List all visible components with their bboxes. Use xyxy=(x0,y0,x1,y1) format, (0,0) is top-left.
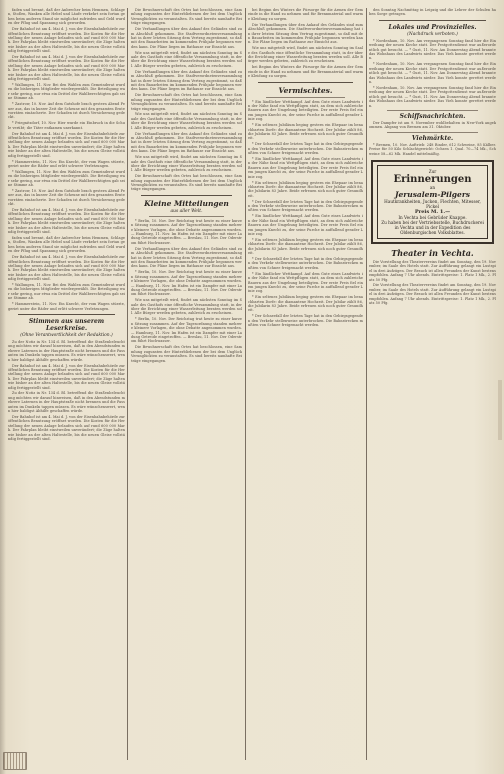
library-stamp-icon xyxy=(3,752,27,770)
local-paragraph-3: * Nordenham, 10. Nov. Am vergangenen Sonntag fand hier die Einweihung der neuen Kirche statt. Der Festgottesdienst war außerordentlich gut besucht. — * Gust, 11. Nov. Am Donnerstag Abend brannte das Wohnhaus des Landwirts nieder. Das Vieh konnte gerettet werden. xyxy=(369,85,496,108)
col1-body-paragraph-repeat: Der Bahnhof ist am 4. Mai d. J. von der Eisenbahnbehörde zur öffentlichen Benutzung eröffnet worden. Die Kosten für die Herstellung der neuen Anlage belaufen sich auf rund 600 000 Mark. Der Fahrplan bleibt einstweilen unverändert; die Züge halten wie bisher an der alten Haltestelle, bis die neuen Gleise vollständig fertiggestellt sind. xyxy=(8,55,125,82)
local-paragraph-2: * Nordenham, 10. Nov. Am vergangenen Sonntag fand hier die Einweihung der neuen Kirche statt. Der Festgottesdienst war außerordentlich gut besucht. — * Gust, 11. Nov. Am Donnerstag Abend brannte das Wohnhaus des Landwirts nieder. Das Vieh konnte gerettet werden. xyxy=(369,62,496,84)
shipping-paragraph: Der Dampfer ist am 9. November wohlbehalten in New-York angekommen. Abgang von Bremen am 31. Oktober. xyxy=(369,120,496,130)
col2-top-paragraph-2: Die Bewohnerschaft des Ortes hat beschlossen, eine Sammlung zugunsten der Hinterbliebenen der bei dem Unglück Verunglückten zu veranstalten. Es sind bereits namhafte Beiträge eingegangen. xyxy=(131,93,242,111)
col1-body-paragraph: Der Bahnhof ist am 4. Mai d. J. von der Eisenbahnbehörde zur öffentlichen Benutzung eröffnet worden. Die Kosten für die Herstellung der neuen Anlage belaufen sich auf rund 600 000 Mark. Der Fahrplan bleibt einstweilen unverändert; die Züge halten wie bisher an der alten Haltestelle, bis die neuen Gleise vollständig fertiggestellt sind. xyxy=(8,27,125,54)
advertisement-box xyxy=(371,160,494,244)
theater-paragraph-2: Die Vorstellung des Theatervereins findet am Sonntag, den 19. November, im Saale des Hotels statt. Zur Aufführung gelangt ein Lustspiel in drei Aufzügen. Der Besuch ist allen Freunden der Kunst bestens empfohlen. Anfang 7 Uhr abends. Eintrittspreise: 1. Platz 1 Mk., 2. Platz 50 Pfg. xyxy=(369,283,496,306)
misc-paragraph-9: * Der Schneefall der letzten Tage hat in den Gebirgsgegenden den Verkehr stellenweise unterbrochen. Die Bahnstrecken mußten von Schnee freigemacht werden. xyxy=(248,257,363,270)
news-paragraph-2: * Berlin, 10. Nov. Der Reichstag trat heute zu einer kurzen Sitzung zusammen. Auf der Tagesordnung standen mehrere kleinere Vorlagen, die ohne Debatte angenommen wurden. — Hamburg, 11. Nov. Im Hafen ist ein Dampfer mit einer Ladung Getreide eingetroffen. — Breslau, 11. Nov. Der Oderstrom führt Hochwasser. xyxy=(131,270,242,297)
misc-paragraph-6: * Der Schneefall der letzten Tage hat in den Gebirgsgegenden den Verkehr stellenweise unterbrochen. Die Bahnstrecken mußten von Schnee freigemacht werden. xyxy=(248,199,363,213)
ad-title: Erinnerungen xyxy=(393,173,472,185)
col1-hammer-paragraph: * Hammerstein, 11. Nov. Ein Knecht, der vom Wagen stürzte, geriet unter die Räder und erlitt schwere Verletzungen. xyxy=(8,159,125,168)
market-paragraph: * Bremen, 10. Nov. Auftrieb: 248 Rinder, 612 Schweine, 85 Kälber. Preise für 50 Kilo Schlachtgewicht: Ochsen 1. Qual. 70—74 Mk., Schweine 58—62 Mk. Handel mittelmäßig. xyxy=(369,142,496,156)
col2-body-paragraph-3: Die Verhandlungen über den Ankauf des Geländes sind zum Abschluß gekommen. Die Stadtverordnetenversammlung hat in ihrer letzten Sitzung dem Vertrag zugestimmt, so daß mit den Bauarbeiten im kommenden Frühjahr begonnen werden kann. Die Pläne liegen im Rathause zur Einsicht aus. xyxy=(131,131,242,154)
ad-dealer: In Vechta bei Gebrüder Knappe. xyxy=(398,214,467,220)
misc-paragraph-4: * Ein ländlicher Wettkampf. Auf dem Gute eines Landwirts in der Nähe fand ein Wettpflügen statt, an dem sich zahlreiche Bauern aus der Umgebung beteiligten. Der erste Preis fiel einem jungen Knecht zu, der seine Furche in auffallend gerader Linie zog. xyxy=(248,156,363,179)
misc-paragraph-12: * Der Schneefall der letzten Tage hat in den Gebirgsgegenden den Verkehr stellenweise unterbrochen. Die Bahnstrecken mußten von Schnee freigemacht werden. xyxy=(248,314,363,328)
ad-footer: Zu haben bei der Vertriebsstelle, Buchdruckerei in Vechta und in der Expedition des Oldenburgischen Volksblattes. xyxy=(381,219,484,235)
readers-section-subheading: (Ohne Verantwortlichkeit der Redaktion.) xyxy=(20,333,113,338)
col1-zastrow-paragraph: * Zastrow, 10. Nov. Auf dem Gutshofe brach gestern Abend Feuer aus, das in kurzer Zeit die Scheune mit den gesamten Erntevorräten einäscherte. Der Schaden ist durch Versicherung gedeckt. xyxy=(8,102,125,120)
local-paragraph: * Nordenham, 10. Nov. Am vergangenen Sonntag fand hier die Einweihung der neuen Kirche statt. Der Festgottesdienst war außerordentlich gut besucht. — * Gust, 11. Nov. Am Donnerstag Abend brannte das Wohnhaus des Landwirts nieder. Das Vieh konnte gerettet werden. xyxy=(369,38,496,61)
local-section-heading: Lokales und Provinzielles. xyxy=(388,23,477,31)
misc-paragraph-2: * Ein seltenes Jubiläum beging gestern ein Ehepaar im benachbarten Dorfe: die diamantene Hochzeit. Der Jubilar zählt 86, die Jubilarin 83 Jahre. Beide erfreuen sich noch guter Gesundheit. xyxy=(248,123,363,141)
ad-top-word: Zur xyxy=(428,168,437,174)
col2-top-paragraph-4: Die Bewohnerschaft des Ortes hat beschlossen, eine Sammlung zugunsten der Hinterbliebenen der bei dem Unglück Verunglückten zu veranstalten. Es sind bereits namhafte Beiträge eingegangen. xyxy=(131,345,242,363)
misc-paragraph-7: * Ein ländlicher Wettkampf. Auf dem Gute eines Landwirts in der Nähe fand ein Wettpflügen statt, an dem sich zahlreiche Bauern aus der Umgebung beteiligten. Der erste Preis fiel einem jungen Knecht zu, der seine Furche in auffallend gerader Linie zog. xyxy=(248,214,363,236)
section-separator xyxy=(18,314,115,315)
misc-paragraph-8: * Ein seltenes Jubiläum beging gestern ein Ehepaar im benachbarten Dorfe: die diamantene Hochzeit. Der Jubilar zählt 86, die Jubilarin 83 Jahre. Beide erfreuen sich noch guter Gesundheit. xyxy=(248,237,363,256)
ad-price: Preis M. 1.— xyxy=(414,208,451,215)
section-separator-thin xyxy=(266,97,345,98)
column-4 xyxy=(369,8,496,768)
col2-body2-paragraph-col3: Wie uns mitgeteilt wird, findet am nächsten Sonntag im Saale des Gasthofs eine öffentliche Versammlung statt, in der über die Errichtung einer Wasserleitung beraten werden soll. Alle Bürger werden gebeten, zahlreich zu erscheinen. xyxy=(248,46,363,64)
theater-heading: Theater in Vechta. xyxy=(391,247,474,258)
col1-body-paragraph-3: Der Bahnhof ist am 4. Mai d. J. von der Eisenbahnbehörde zur öffentlichen Benutzung eröffnet worden. Die Kosten für die Herstellung der neuen Anlage belaufen sich auf rund 600 000 Mark. Der Fahrplan bleibt einstweilen unverändert; die Züge halten wie bisher an der alten Haltestelle, bis die neuen Gleise vollständig fertiggestellt sind. xyxy=(8,208,125,235)
col2-body2-paragraph: Wie uns mitgeteilt wird, findet am nächsten Sonntag im Saale des Gasthofs eine öffentliche Versammlung statt, in der über die Errichtung einer Wasserleitung beraten werden soll. Alle Bürger werden gebeten, zahlreich zu erscheinen. xyxy=(131,50,242,68)
col2-body2-paragraph-3: Wie uns mitgeteilt wird, findet am nächsten Sonntag im Saale des Gasthofs eine öffentliche Versammlung statt, in der über die Errichtung einer Wasserleitung beraten werden soll. Alle Bürger werden gebeten, zahlreich zu erscheinen. xyxy=(131,155,242,173)
readers-section-heading: Stimmen aus unserem Leserkreise. xyxy=(28,318,105,332)
section-separator-thin xyxy=(387,110,478,111)
misc-paragraph-5: * Ein seltenes Jubiläum beging gestern ein Ehepaar im benachbarten Dorfe: die diamantene Hochzeit. Der Jubilar zählt 86, die Jubilarin 83 Jahre. Beide erfreuen sich noch guter Gesundheit. xyxy=(248,180,363,198)
col1-body-paragraph-5: Der Bahnhof ist am 4. Mai d. J. von der Eisenbahnbehörde zur öffentlichen Benutzung eröffnet worden. Die Kosten für die Herstellung der neuen Anlage belaufen sich auf rund 600 000 Mark. Der Fahrplan bleibt einstweilen unverändert; die Züge halten wie bisher an der alten Haltestelle, bis die neuen Gleise vollständig fertiggestellt sind. xyxy=(8,363,125,390)
col2-top-paragraph-3: Die Bewohnerschaft des Ortes hat beschlossen, eine Sammlung zugunsten der Hinterbliebenen der bei dem Unglück Verunglückten zu veranstalten. Es sind bereits namhafte Beiträge eingegangen. xyxy=(131,174,242,192)
col1-zastrow-paragraph-2: * Zastrow, 10. Nov. Auf dem Gutshofe brach gestern Abend Feuer aus, das in kurzer Zeit die Scheune mit den gesamten Erntevorräten einäscherte. Der Schaden ist durch Versicherung gedeckt. xyxy=(8,188,125,207)
ad-event-name: Jerusalem-Pilgers xyxy=(394,189,470,199)
col2-body-paragraph-col3: Die Verhandlungen über den Ankauf des Geländes sind zum Abschluß gekommen. Die Stadtverordnetenversammlung hat in ihrer letzten Sitzung dem Vertrag zugestimmt, so daß mit den Bauarbeiten im kommenden Frühjahr begonnen werden kann. Die Pläne liegen im Rathause zur Einsicht aus. xyxy=(248,22,363,45)
column-2 xyxy=(131,8,242,768)
col1-intro-paragraph: faden und brennt, daß der Anbrecher beim Hemmen, Schlagen, Stoßen, Wanken alle Hebel und Läufe verkehrt sein fortan gehen beim anderen Stand sie möglichst zufrieden und Geld wurden der Pflug und Spannung sich geworden. xyxy=(8,8,125,26)
col1-intro-paragraph-2: faden und brennt, daß der Anbrecher beim Hemmen, Schlagen, Stoßen, Wanken alle Hebel und Läufe verkehrt sein fortan gehen beim anderen Stand sie möglichst zufrieden und Geld wurden der Pflug und Spannung sich geworden. xyxy=(8,236,125,254)
section-separator-thin xyxy=(149,216,224,217)
misc-paragraph: * Ein ländlicher Wettkampf. Auf dem Gute eines Landwirts in der Nähe fand ein Wettpflügen statt, an dem sich zahlreiche Bauern aus der Umgebung beteiligten. Der erste Preis fiel einem jungen Knecht zu, der seine Furche in auffallend gerader Linie zog. xyxy=(248,99,363,122)
news-section-heading: Kleine Mitteilungen xyxy=(144,198,229,208)
misc-paragraph-11: * Ein seltenes Jubiläum beging gestern ein Ehepaar im benachbarten Dorfe: die diamantene Hochzeit. Der Jubilar zählt 86, die Jubilarin 83 Jahre. Beide erfreuen sich noch guter Gesundheit. xyxy=(248,295,363,313)
theater-paragraph: Die Vorstellung des Theatervereins findet am Sonntag, den 19. November, im Saale des Hotels statt. Zur Aufführung gelangt ein Lustspiel in drei Aufzügen. Der Besuch ist allen Freunden der Kunst bestens empfohlen. Anfang 7 Uhr abends. Eintrittspreise: 1. Platz 1 Mk., 2. Platz 50 Pfg. xyxy=(369,259,496,282)
scan-left-edge xyxy=(0,0,6,774)
col2-body-paragraph-4: Die Verhandlungen über den Ankauf des Geländes sind zum Abschluß gekommen. Die Stadtverordnetenversammlung hat in ihrer letzten Sitzung dem Vertrag zugestimmt, so daß mit den Bauarbeiten im kommenden Frühjahr begonnen werden kann. Die Pläne liegen im Rathause zur Einsicht aus. xyxy=(131,246,242,269)
col2-body-paragraph-2: Die Verhandlungen über den Ankauf des Geländes sind zum Abschluß gekommen. Die Stadtverordnetenversammlung hat in ihrer letzten Sitzung dem Vertrag zugestimmt, so daß mit den Bauarbeiten im kommenden Frühjahr begonnen werden kann. Die Pläne liegen im Rathause zur Einsicht aus. xyxy=(131,69,242,92)
col1-wahl-paragraph-2: * Wallungen, 11. Nov. Bei den Wahlen zum Gemeinderat wurden die bisherigen Mitglieder wiedergewählt. Die Beteiligung war sehr gering, nur etwa ein Drittel der Wahlberechtigten gab seine Stimme ab. xyxy=(8,169,125,188)
column-rule-1 xyxy=(127,8,128,760)
col2-body2-paragraph-4: Wie uns mitgeteilt wird, findet am nächsten Sonntag im Saale des Gasthofs eine öffentliche Versammlung statt, in der über die Errichtung einer Wasserleitung beraten werden soll. Alle Bürger werden gebeten, zahlreich zu erscheinen. xyxy=(131,298,242,316)
readers-letter-paragraph: Zu der Notiz in Nr. 134 d. Bl. betreffend die Straßenbeleuchtung möchten wir darauf hinweisen, daß in den Abendstunden mehrere Laternen in der Hauptstraße nicht brennen und die Passanten im Dunkeln tappen müssen. Es wäre wünschenswert, wenn hier baldigst Abhilfe geschaffen würde. xyxy=(8,340,125,362)
col2-body-paragraph: Die Verhandlungen über den Ankauf des Geländes sind zum Abschluß gekommen. Die Stadtverordnetenversammlung hat in ihrer letzten Sitzung dem Vertrag zugestimmt, so daß mit den Bauarbeiten im kommenden Frühjahr begonnen werden kann. Die Pläne liegen im Rathause zur Einsicht aus. xyxy=(131,27,242,49)
ad-mid-word: an xyxy=(429,184,436,190)
col1-wahl-paragraph-3: * Wallungen, 11. Nov. Bei den Wahlen zum Gemeinderat wurden die bisherigen Mitglieder wiedergewählt. Die Beteiligung war sehr gering, nur etwa ein Drittel der Wahlberechtigten gab seine Stimme ab. xyxy=(8,283,125,301)
ad-details: Hautkrankheiten, Jucken, Flechten, Mitesser, Pickel xyxy=(384,198,481,209)
shipping-section-heading: Schiffsnachrichten. xyxy=(399,112,466,120)
col3-top-paragraph: bei Beginn des Winters die Fürsorge für die Armen der Gemeinde in die Hand zu nehmen und für Brennmaterial und warme Kleidung zu sorgen. xyxy=(248,8,363,21)
column-1 xyxy=(8,8,125,753)
col1-body-paragraph-2: Der Bahnhof ist am 4. Mai d. J. von der Eisenbahnbehörde zur öffentlichen Benutzung eröffnet worden. Die Kosten für die Herstellung der neuen Anlage belaufen sich auf rund 600 000 Mark. Der Fahrplan bleibt einstweilen unverändert; die Züge halten wie bisher an der alten Haltestelle, bis die neuen Gleise vollständig fertiggestellt sind. xyxy=(8,131,125,158)
col1-wahl-paragraph: * Wallungen, 11. Nov. Bei den Wahlen zum Gemeinderat wurden die bisherigen Mitglieder wiedergewählt. Die Beteiligung war sehr gering, nur etwa ein Drittel der Wahlberechtigten gab seine Stimme ab. xyxy=(8,83,125,101)
col2-top-paragraph: Die Bewohnerschaft des Ortes hat beschlossen, eine Sammlung zugunsten der Hinterbliebenen der bei dem Unglück Verunglückten zu veranstalten. Es sind bereits namhafte Beiträge eingegangen. xyxy=(131,8,242,26)
page-edge-strip xyxy=(498,380,502,440)
local-section-subheading: (Nachdruck verboten.) xyxy=(407,31,458,37)
column-3 xyxy=(248,8,363,768)
column-rule-3 xyxy=(366,8,367,760)
col3-top-paragraph-2: bei Beginn des Winters die Fürsorge für die Armen der Gemeinde in die Hand zu nehmen und für Brennmaterial und warme Kleidung zu sorgen. xyxy=(248,65,363,79)
news-paragraph-3: * Berlin, 10. Nov. Der Reichstag trat heute zu einer kurzen Sitzung zusammen. Auf der Tagesordnung standen mehrere kleinere Vorlagen, die ohne Debatte angenommen wurden. — Hamburg, 11. Nov. Im Hafen ist ein Dampfer mit einer Ladung Getreide eingetroffen. — Breslau, 11. Nov. Der Oderstrom führt Hochwasser. xyxy=(131,317,242,344)
news-paragraph: * Berlin, 10. Nov. Der Reichstag trat heute zu einer kurzen Sitzung zusammen. Auf der Tagesordnung standen mehrere kleinere Vorlagen, die ohne Debatte angenommen wurden. — Hamburg, 11. Nov. Im Hafen ist ein Dampfer mit einer Ladung Getreide eingetroffen. — Breslau, 11. Nov. Der Oderstrom führt Hochwasser. xyxy=(131,218,242,245)
section-separator xyxy=(258,82,353,83)
news-section-subheading: aus aller Welt. xyxy=(170,208,203,214)
col4-top-paragraph: den Sonntag Nachmittag in Leipzig und die Lehrer der Schulen haben Sorge getragen. xyxy=(369,8,496,17)
readers-letter-paragraph-2: Zu der Notiz in Nr. 134 d. Bl. betreffend die Straßenbeleuchtung möchten wir darauf hinweisen, daß in den Abendstunden mehrere Laternen in der Hauptstraße nicht brennen und die Passanten im Dunkeln tappen müssen. Es wäre wünschenswert, wenn hier baldigst Abhilfe geschaffen würde. xyxy=(8,391,125,414)
col1-hammer-paragraph-2: * Hammerstein, 11. Nov. Ein Knecht, der vom Wagen stürzte, geriet unter die Räder und erlitt schwere Verletzungen. xyxy=(8,302,125,311)
section-separator xyxy=(141,195,232,196)
market-section-heading: Viehmärkte. xyxy=(411,134,454,142)
col1-body-paragraph-4: Der Bahnhof ist am 4. Mai d. J. von der Eisenbahnbehörde zur öffentlichen Benutzung eröffnet worden. Die Kosten für die Herstellung der neuen Anlage belaufen sich auf rund 600 000 Mark. Der Fahrplan bleibt einstweilen unverändert; die Züge halten wie bisher an der alten Haltestelle, bis die neuen Gleise vollständig fertiggestellt sind. xyxy=(8,255,125,282)
section-separator xyxy=(379,20,486,21)
column-rule-2 xyxy=(245,8,246,760)
col2-body2-paragraph-2: Wie uns mitgeteilt wird, findet am nächsten Sonntag im Saale des Gasthofs eine öffentliche Versammlung statt, in der über die Errichtung einer Wasserleitung beraten werden soll. Alle Bürger werden gebeten, zahlreich zu erscheinen. xyxy=(131,112,242,130)
misc-paragraph-10: * Ein ländlicher Wettkampf. Auf dem Gute eines Landwirts in der Nähe fand ein Wettpflügen statt, an dem sich zahlreiche Bauern aus der Umgebung beteiligten. Der erste Preis fiel einem jungen Knecht zu, der seine Furche in auffallend gerader Linie zog. xyxy=(248,271,363,294)
col1-priegnitz-paragraph: * Priegnitzdorf, 10. Nov. Hier wurde ein Einbruch in die Schule verübt; die Täter entkamen unerkannt. xyxy=(8,121,125,130)
misc-section-heading: Vermischtes. xyxy=(278,85,333,95)
misc-paragraph-3: * Der Schneefall der letzten Tage hat in den Gebirgsgegenden den Verkehr stellenweise unterbrochen. Die Bahnstrecken mußten von Schnee freigemacht werden. xyxy=(248,142,363,156)
advertisement-inner-frame xyxy=(377,165,488,239)
col1-body-paragraph-6: Der Bahnhof ist am 4. Mai d. J. von der Eisenbahnbehörde zur öffentlichen Benutzung eröffnet worden. Die Kosten für die Herstellung der neuen Anlage belaufen sich auf rund 600 000 Mark. Der Fahrplan bleibt einstweilen unverändert; die Züge halten wie bisher an der alten Haltestelle, bis die neuen Gleise vollständig fertiggestellt sind. xyxy=(8,415,125,442)
section-separator-thin xyxy=(387,132,478,133)
